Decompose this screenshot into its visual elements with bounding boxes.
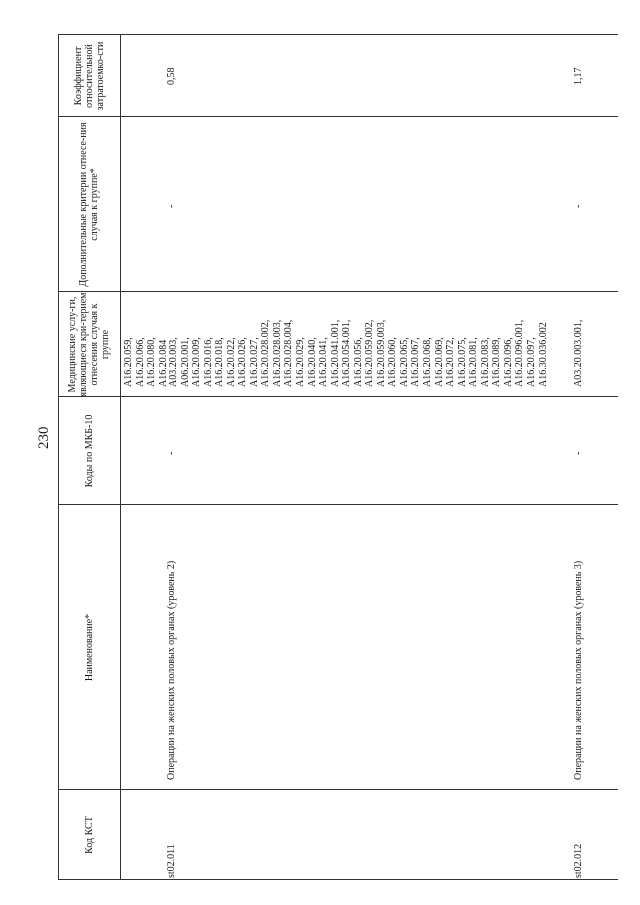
service-code-item: A16.20.009, [191,337,203,387]
service-code-item: A16.20.059.003, [375,319,387,387]
row-icd: - [573,451,584,455]
service-code-item: A16.20.018, [214,337,226,387]
header-services: Медицинские услу-ги, являющиеся кри-терием отнесения случая к группе [67,292,111,397]
header-icd: Коды по МКБ-10 [83,414,95,488]
service-code-item: A16.20.081, [468,337,480,387]
service-code-item: A16.20.028.002, [260,319,272,387]
service-code-item: A16.20.084 [157,339,169,387]
header-coefficient: Коэффициент относительной затратоемко-сти [72,41,106,111]
row-name: Операции на женских половых органах (уровень 3) [573,560,584,780]
service-code-item: A16.20.066, [134,337,146,387]
row-name: Операции на женских половых органах (уровень 2) [166,560,177,780]
service-code-item: A16.20.083, [479,337,491,387]
service-code-item: A16.20.097, [525,337,537,387]
service-code-item: A16.20.069, [433,337,445,387]
service-code-item: A16.20.041.001, [329,319,341,387]
service-code-item: A16.20.067, [410,337,422,387]
service-code-item: A16.20.054.001, [341,319,353,387]
service-code-item: A16.20.041, [318,337,330,387]
row-criteria: - [573,204,584,208]
row-icd: - [166,451,177,455]
header-criteria: Дополнительные критерии отнесе-ния случая к группе* [78,122,100,287]
table-left-border [58,879,618,880]
service-code-item: A06.20.001, [179,337,191,387]
service-code-item: A16.30.036.002 [537,322,549,387]
table-right-border [58,34,618,35]
service-code-item: A16.20.059, [123,337,134,387]
services-continuation-list [123,337,169,387]
service-code-item: A16.20.080, [146,337,158,387]
service-code-item: A16.20.068, [422,337,434,387]
header-code: Код КСТ [83,816,95,854]
column-divider [58,789,618,790]
service-code-item: A16.20.089, [491,337,503,387]
header-name: Наименование* [83,613,95,682]
service-code-item: A03.20.003.001, [573,319,584,387]
row-code: st02.011 [166,844,177,878]
service-code-item: A16.20.016, [202,337,214,387]
service-code-item: A16.20.026, [237,337,249,387]
service-code-item: A16.20.060, [387,337,399,387]
row-coefficient: 1,17 [573,67,584,85]
service-code-item: A16.20.096.001, [514,319,526,387]
column-divider [58,396,618,397]
service-code-item: A16.20.059.002, [364,319,376,387]
row-code: st02.012 [573,843,584,878]
column-divider [58,291,618,292]
service-code-item: A16.20.022, [225,337,237,387]
service-code-item: A16.20.096, [502,337,514,387]
service-code-item: A16.20.075, [456,337,468,387]
service-code-item: A16.20.029, [295,337,307,387]
page-number: 230 [36,426,52,449]
service-code-item: A16.20.072, [445,337,457,387]
service-code-item: A16.20.056, [352,337,364,387]
service-code-item: A16.20.027, [248,337,260,387]
document-table [58,35,618,880]
column-divider [58,116,618,117]
row-services-list [168,320,549,387]
service-code-item: A16.20.040, [306,337,318,387]
column-divider [58,504,618,505]
service-code-item: A16.20.028.004, [283,319,295,387]
service-code-item: A16.20.028.003, [271,319,283,387]
row-services-list [573,320,585,387]
service-code-item: A16.20.065, [398,337,410,387]
row-coefficient: 0,58 [166,67,177,85]
header-bottom-border [120,35,121,880]
service-code-item: A03.20.003, [168,337,179,387]
row-criteria: - [166,204,177,208]
